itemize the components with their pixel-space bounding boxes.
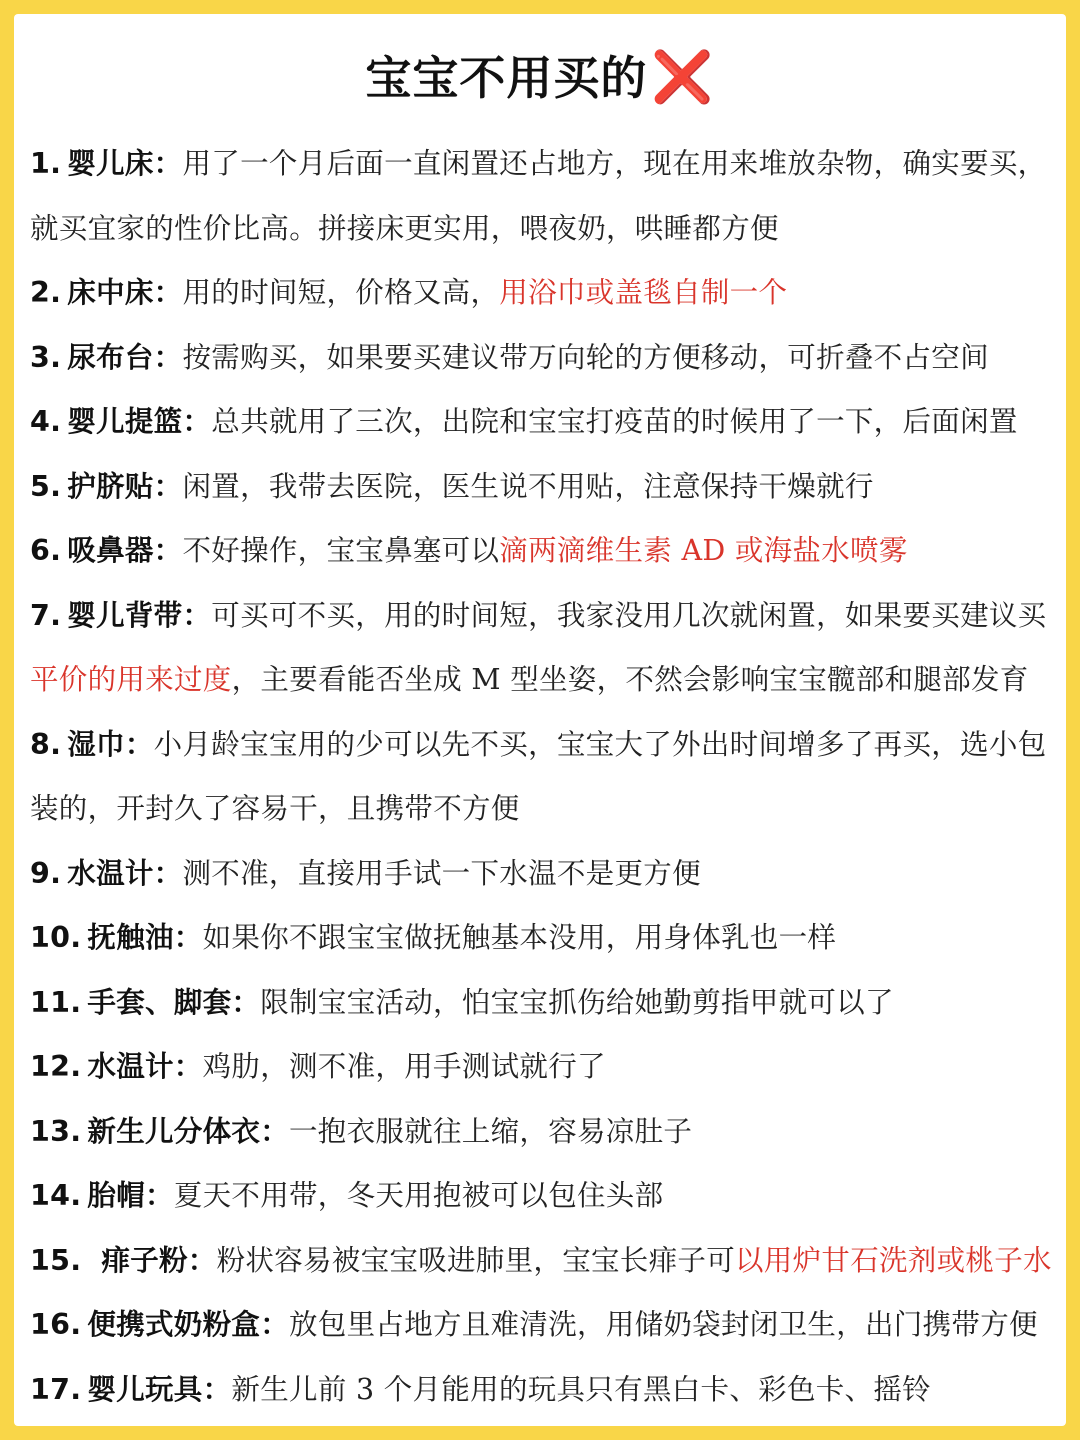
list-item: 14. 胎帽：夏天不用带，冬天用抱被可以包住头部	[30, 1179, 664, 1212]
item-list	[30, 132, 1058, 1422]
list-item: 15. 痱子粉：粉状容易被宝宝吸进肺里，宝宝长痱子可以用炉甘石洗剂或桃子水	[30, 1243, 1052, 1277]
list-item: 7. 婴儿背带：可买可不买，用的时间短，我家没用几次就闲置，如果要买建议买平价的用来过度，主要看能否坐成 M 型坐姿，不然会影响宝宝髋部和腿部发育	[30, 598, 1047, 696]
highlight-text: 用浴巾或盖毯自制一个	[499, 276, 788, 309]
list-item: 16. 便携式奶粉盒：放包里占地方且难清洗，用储奶袋封闭卫生，出门携带方便	[30, 1308, 1038, 1341]
list-item: 9. 水温计：测不准，直接用手试一下水温不是更方便	[30, 856, 701, 890]
highlight-text: 滴两滴维生素 AD 或海盐水喷雾	[499, 534, 908, 567]
page-title	[14, 42, 1066, 108]
list-item: 5. 护脐贴：闲置，我带去医院，医生说不用贴，注意保持干燥就行	[30, 469, 874, 503]
list-item: 8. 湿巾：小月龄宝宝用的少可以先不买，宝宝大了外出时间增多了再买，选小包装的，开封久了容易干，且携带不方便	[30, 727, 1047, 825]
list-item: 13. 新生儿分体衣：一抱衣服就往上缩，容易凉肚子	[30, 1114, 693, 1148]
list-item: 10. 抚触油：如果你不跟宝宝做抚触基本没用，用身体乳也一样	[30, 921, 837, 954]
list-item: 6. 吸鼻器：不好操作，宝宝鼻塞可以滴两滴维生素 AD 或海盐水喷雾	[30, 534, 908, 567]
list-item: 2. 床中床：用的时间短，价格又高，用浴巾或盖毯自制一个	[30, 276, 788, 309]
title-text: 宝宝不用买的	[365, 51, 648, 105]
list-item: 17. 婴儿玩具：新生儿前 3 个月能用的玩具只有黑白卡、彩色卡、摇铃	[30, 1372, 931, 1406]
cross-mark-icon: ❌	[651, 48, 715, 106]
highlight-text: 平价的用来过度	[30, 663, 232, 696]
list-item: 1. 婴儿床：用了一个月后面一直闲置还占地方，现在用来堆放杂物，确实要买，就买宜家的性价比高。拼接床更实用，喂夜奶，哄睡都方便	[30, 147, 1047, 245]
content-card	[14, 14, 1066, 1426]
highlight-text: 以用炉甘石洗剂或桃子水	[735, 1243, 1052, 1277]
list-item: 4. 婴儿提篮：总共就用了三次，出院和宝宝打疫苗的时候用了一下，后面闲置	[30, 405, 1018, 438]
list-item: 12. 水温计：鸡肋，测不准，用手测试就行了	[30, 1050, 606, 1083]
list-item: 3. 尿布台：按需购买，如果要买建议带万向轮的方便移动，可折叠不占空间	[30, 340, 989, 374]
list-item: 11. 手套、脚套：限制宝宝活动，怕宝宝抓伤给她勤剪指甲就可以了	[30, 985, 894, 1019]
